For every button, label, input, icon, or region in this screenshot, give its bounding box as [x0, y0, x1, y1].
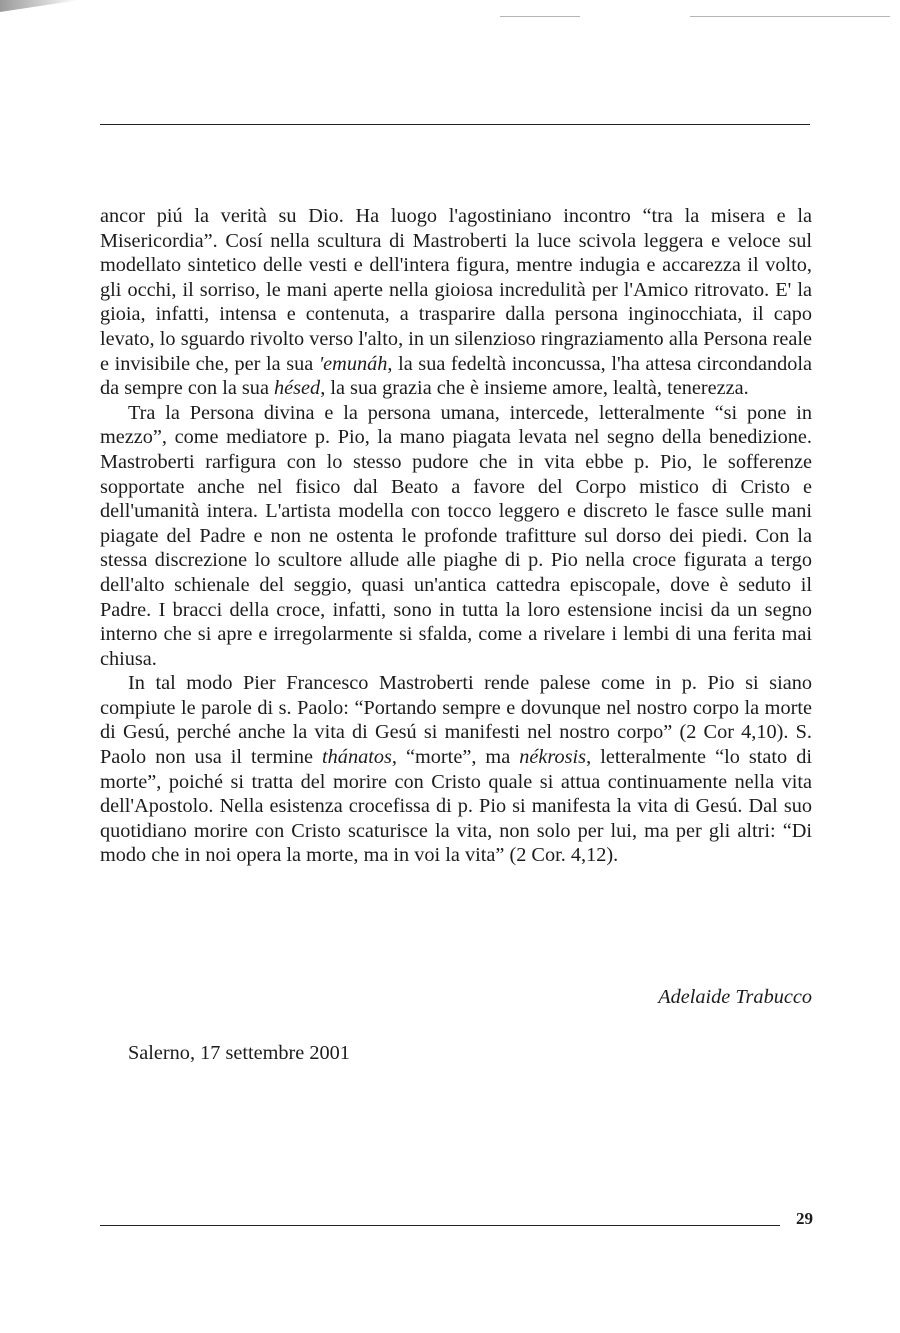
paragraph — [100, 671, 812, 868]
hebrew-term-emunah: 'emunáh — [318, 352, 388, 375]
hebrew-term-hesed: hésed — [274, 377, 321, 400]
header-rule — [100, 124, 810, 125]
text-run: , la sua fedeltà inconcussa, l'ha attesa circondandola da sempre con la sua — [100, 352, 813, 400]
greek-term-thanatos: thánatos — [322, 746, 392, 769]
text-run: Tra la Persona divina e la persona umana, intercede, letteralmente “si pone in mezzo”, come mediatore p. Pio, la mano piagata levata nel segno della benedizione. Mastroberti rarfigura con lo stesso pudore che in vita ebbe p. Pio, le sofferenze sopportate anche nel fisico dal Beato a favore del Corpo mistico di Cristo e dell'umanità intera. L'artista modella con tocco leggero e discreto le fasce sulle mani piagate del Padre e non ne ostenta le profonde trafitture sul dorso dei piedi. Con la stessa discrezione lo scultore allude alle piaghe di p. Pio nella croce figurata a tergo dell'alto schienale del seggio, quasi un'antica cattedra episcopale, dove è seduto il Padre. I bracci della croce, infatti, sono in tutta la loro estensione incisi da un segno interno che si apre e irregolarmente si sfalda, come a rivelare i lembi di una ferita mai chiusa. — [100, 401, 812, 670]
text-run: In tal modo Pier Francesco Mastroberti rende palese come in p. Pio si siano compiute le parole di s. Paolo: “Portando sempre e dovunque nel nostro corpo la morte di Gesú, perché anche la vita di Gesú si manifesti nel nostro corpo” (2 Cor 4,10). S. Paolo non usa il termine — [100, 672, 812, 769]
text-run: , la sua grazia che è insieme amore, lealtà, tenerezza. — [320, 377, 749, 400]
scan-mark — [500, 16, 580, 17]
footer-rule — [100, 1225, 780, 1226]
text-run: , “morte”, ma — [391, 746, 520, 769]
scan-mark — [690, 16, 890, 17]
page-number: 29 — [796, 1209, 813, 1228]
text-run: ancor piú la verità su Dio. Ha luogo l'agostiniano incontro “tra la misera e la Misericordia”. Cosí nella scultura di Mastroberti la luce scivola leggera e veloce sul modellato sintetico delle vesti e dell'intera figura, mentre indugia e accarezza il volto, gli occhi, il sorriso, le mani aperte nella gioiosa incredulità per l'Amico ritrovato. E' la gioia, infatti, intensa e contenuta, a trasparire dalla persona inginocchiata, il capo levato, lo sguardo rivolto verso l'alto, in un silenzioso ringraziamento alla Persona reale e invisibile che, per la sua — [100, 205, 812, 375]
text-run: , letteralmente “lo stato di morte”, poiché si tratta del morire con Cristo quale si attua continuamente nella vita dell'Apostolo. Nella esistenza crocefissa di p. Pio si manifesta la vita di Gesú. Dal suo quotidiano morire con Cristo scaturisce la vita, non solo per lui, ma per gli altri: “Di modo che in noi opera la morte, ma in voi la vita” (2 Cor. 4,12). — [100, 746, 812, 867]
paragraph — [100, 204, 812, 401]
article-body — [100, 204, 812, 868]
place-and-date: Salerno, 17 settembre 2001 — [128, 1042, 350, 1064]
scan-corner-shadow — [0, 0, 80, 12]
author-signature: Adelaide Trabucco — [658, 986, 812, 1008]
paragraph — [100, 401, 812, 672]
greek-term-nekrosis: nékrosis — [519, 746, 587, 769]
